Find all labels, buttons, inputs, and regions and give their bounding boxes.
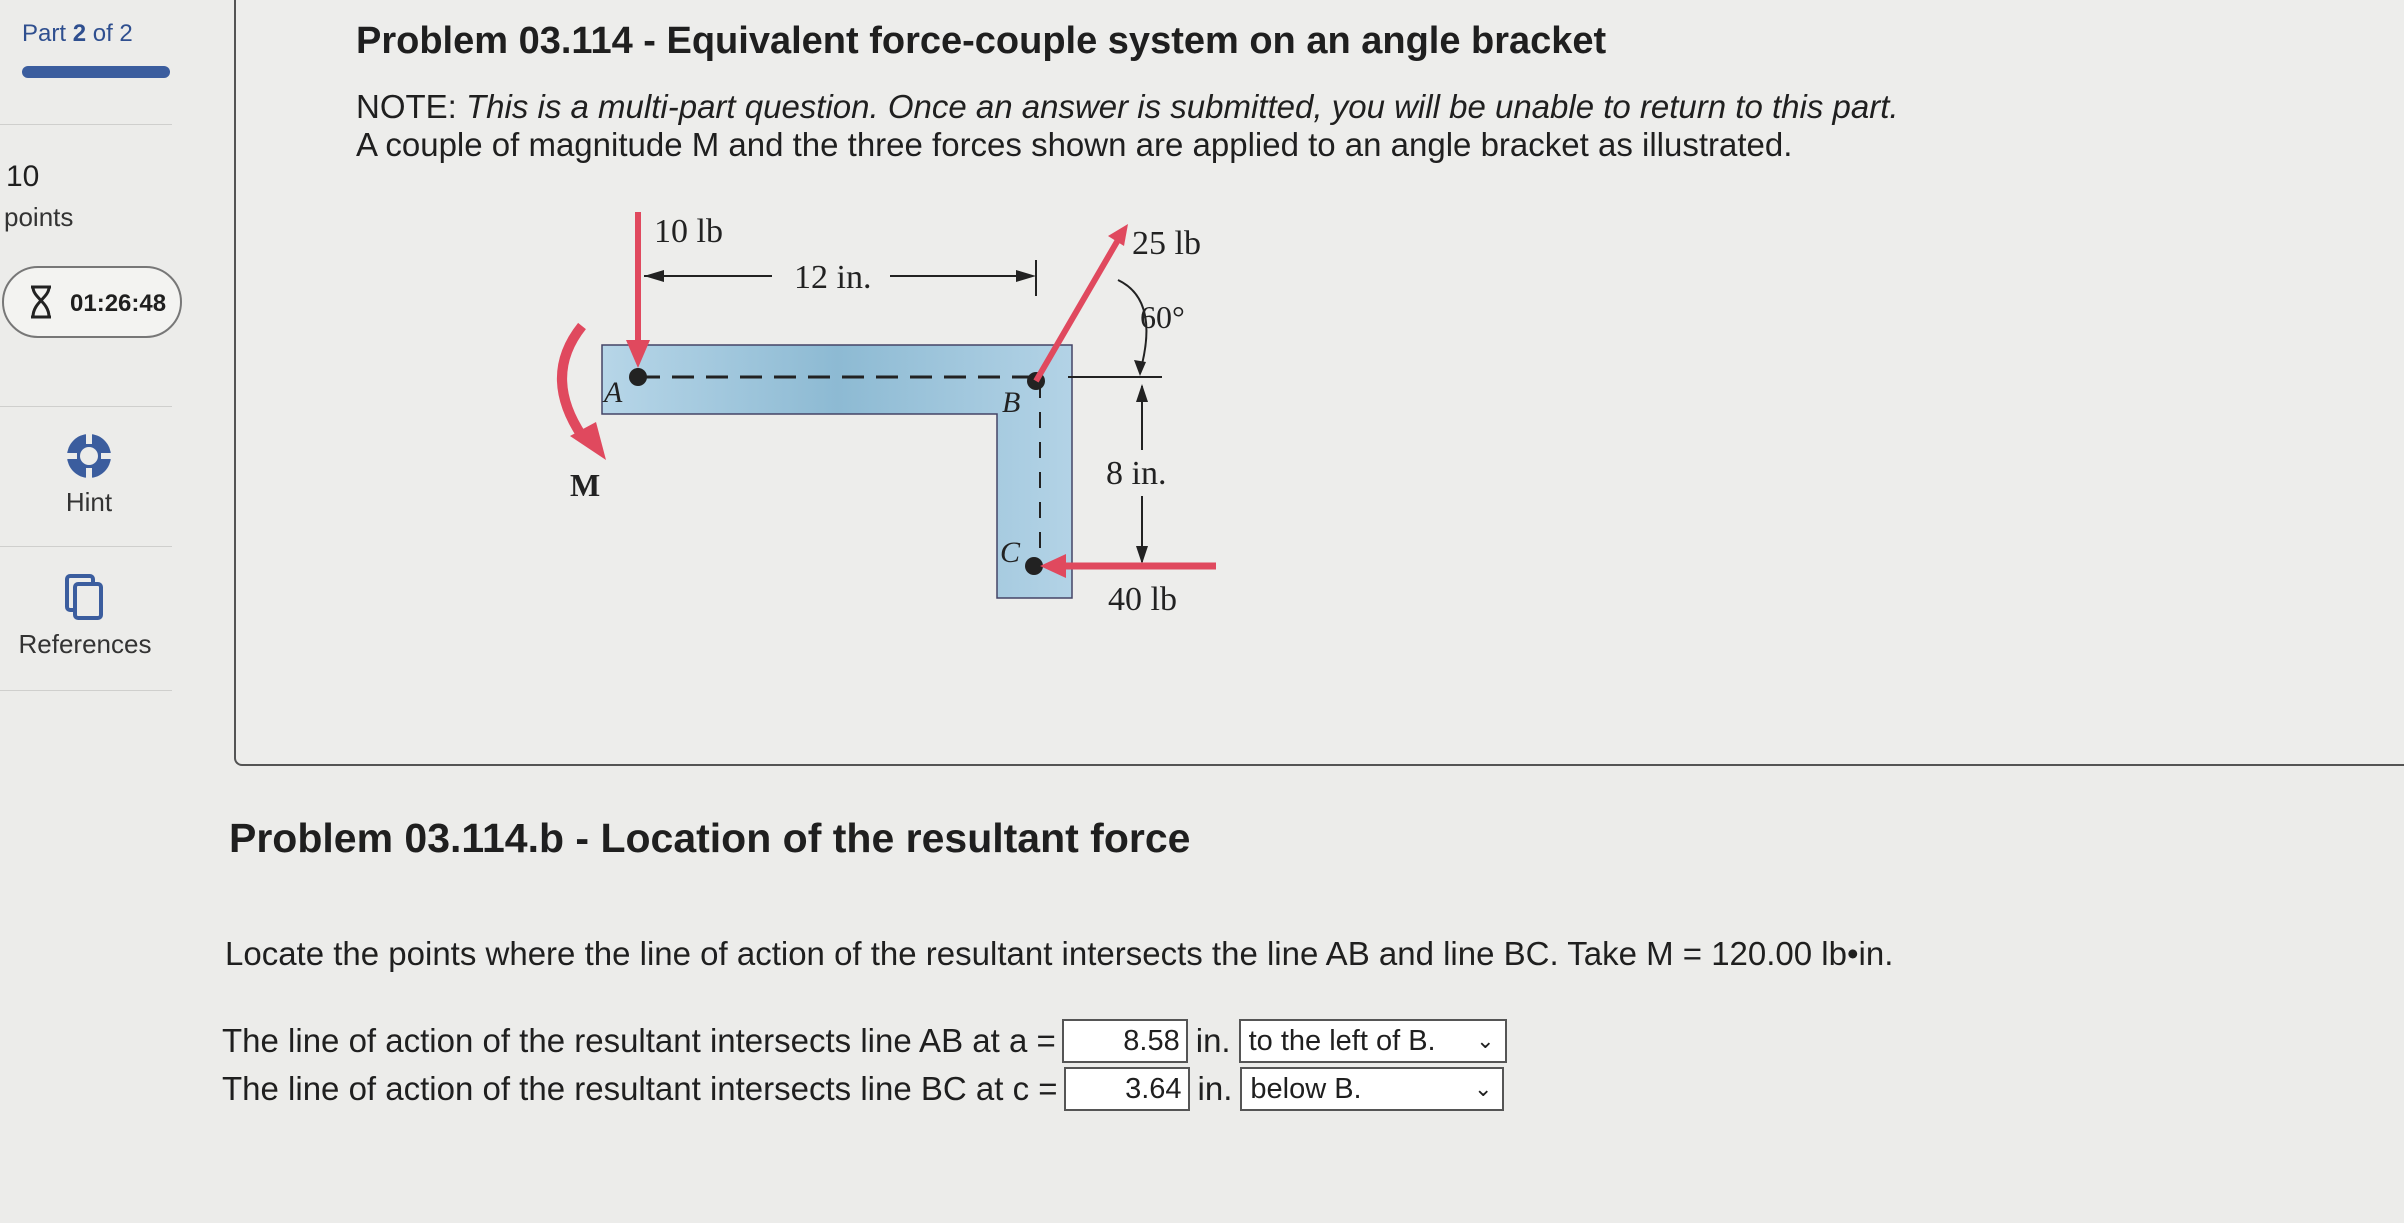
part-b-question: Locate the points where the line of action of the resultant intersects the line AB and line BC. Take M = 120.00 lb•in.: [225, 935, 1894, 972]
answer-a-direction-value: to the left of B.: [1248, 1025, 1436, 1057]
angle-label: 60°: [1140, 299, 1185, 335]
label-c: C: [1000, 536, 1021, 569]
answer-c-unit: in.: [1197, 1070, 1233, 1107]
problem-title: Problem 03.114 - Equivalent force-couple system on an angle bracket: [356, 20, 1607, 62]
note-prefix: NOTE:: [356, 88, 457, 125]
part-total: of 2: [92, 20, 133, 47]
answer-a-direction-select[interactable]: [1239, 1019, 1507, 1063]
point-a: [629, 368, 647, 386]
points-value: 10: [6, 160, 40, 193]
part-b-title: Problem 03.114.b - Location of the resultant force: [229, 815, 1191, 861]
label-a: A: [604, 376, 623, 409]
couple-label: M: [570, 467, 601, 503]
answer-c-direction-value: below B.: [1250, 1073, 1362, 1105]
timer-value: 01:26:48: [70, 290, 167, 317]
dim-bc-arrow-bottom: [1136, 546, 1148, 564]
part-prefix: Part: [22, 20, 67, 47]
answer-row-ab: [222, 1018, 1507, 1064]
part-current: 2: [72, 20, 87, 47]
references-icon: [61, 572, 109, 624]
dim-ab-label: 12 in.: [794, 259, 872, 296]
force-c-label: 40 lb: [1108, 581, 1177, 618]
answer-c-direction-select[interactable]: [1240, 1067, 1504, 1111]
divider: [0, 546, 172, 547]
answer-a-input[interactable]: 8.58: [1062, 1019, 1188, 1063]
force-b-arrow: [1036, 240, 1118, 381]
dim-bc-arrow-top: [1136, 384, 1148, 402]
part-indicator: [22, 20, 133, 48]
answer-row-ab-text: The line of action of the resultant intersects line AB at a =: [222, 1022, 1056, 1059]
dim-ab-arrow-right: [1016, 270, 1036, 282]
answer-c-input[interactable]: 3.64: [1064, 1067, 1190, 1111]
hint-label: Hint: [65, 487, 113, 517]
points-label: points: [4, 202, 74, 232]
divider: [0, 124, 172, 125]
answer-row-bc: [222, 1066, 1504, 1112]
part-progress-bar: [22, 66, 170, 78]
hourglass-icon: [26, 284, 56, 320]
hint-button[interactable]: [0, 430, 178, 518]
couple-arrow: [562, 326, 582, 436]
divider: [0, 690, 172, 691]
dim-bc-label: 8 in.: [1106, 455, 1167, 492]
label-b: B: [1002, 386, 1021, 419]
problem-note: [356, 88, 1899, 126]
chevron-down-icon: ⌄: [1476, 1028, 1495, 1053]
problem-description: A couple of magnitude M and the three forces shown are applied to an angle bracket as illustrated.: [356, 126, 1793, 163]
dim-ab-arrow-left: [644, 270, 664, 282]
force-a-label: 10 lb: [654, 213, 723, 250]
angle-bracket-figure: [540, 200, 1240, 630]
chevron-down-icon: ⌄: [1473, 1076, 1493, 1101]
note-text: This is a multi-part question. Once an answer is submitted, you will be unable to return to this part.: [466, 88, 1899, 125]
answer-row-bc-text: The line of action of the resultant intersects line BC at c =: [222, 1070, 1058, 1107]
timer[interactable]: [2, 266, 182, 338]
divider: [0, 406, 172, 407]
references-button[interactable]: [0, 572, 174, 660]
angle-arc-arrow: [1134, 360, 1146, 376]
force-b-label: 25 lb: [1132, 225, 1201, 262]
sidebar: [0, 0, 180, 700]
lifebuoy-icon: [63, 430, 115, 482]
references-label: References: [18, 629, 152, 659]
answer-a-unit: in.: [1195, 1022, 1231, 1059]
